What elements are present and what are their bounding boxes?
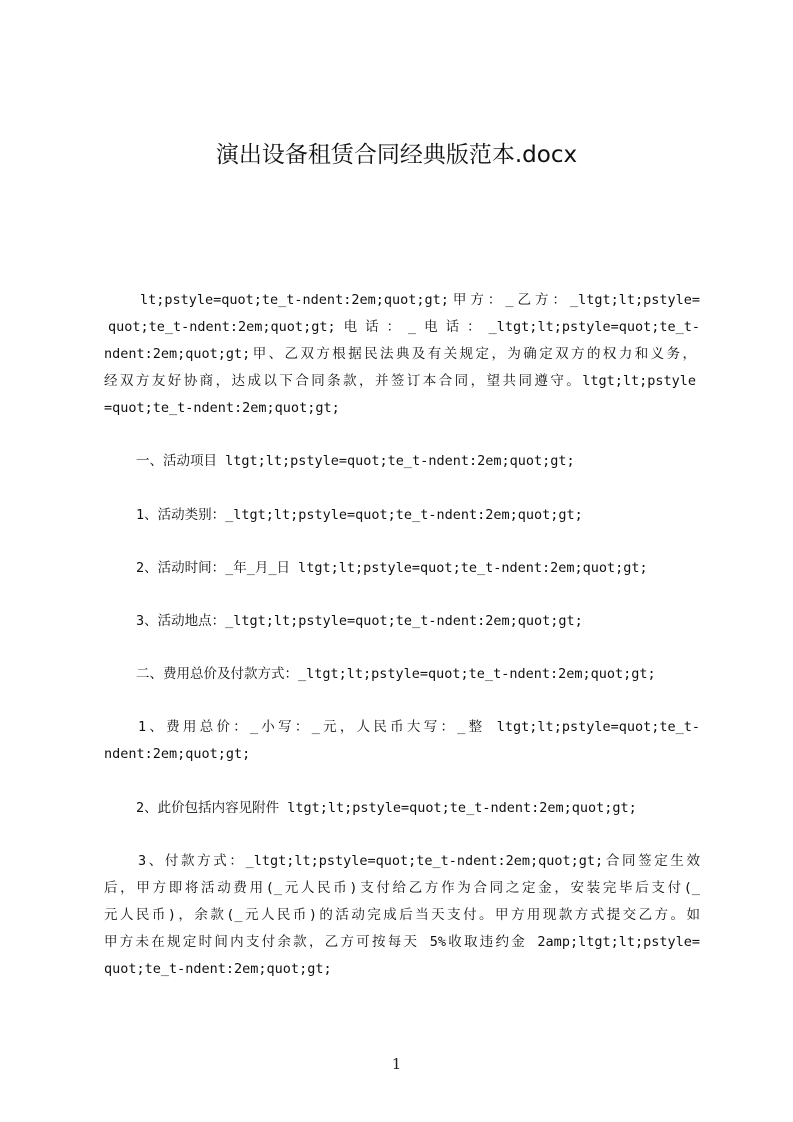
paragraph-line: lt;pstyle=quot;te_t-ndent:2em;quot;gt;甲方：_乙方：_ltgt;lt;pstyle= xyxy=(140,292,700,308)
page-number: 1 xyxy=(391,1055,402,1073)
section-heading: 一、活动项目 ltgt;lt;pstyle=quot;te_t-ndent:2em;quot;gt; xyxy=(136,453,575,469)
paragraph-line: quot;te_t-ndent:2em;quot;gt; xyxy=(104,961,332,977)
paragraph-line: ndent:2em;quot;gt;甲、乙双方根据民法典及有关规定，为确定双方的权力和义务， xyxy=(104,346,696,362)
paragraph-line: 1、活动类别：_ltgt;lt;pstyle=quot;te_t-ndent:2em;quot;gt; xyxy=(136,507,583,523)
paragraph-line: 2、此价包括内容见附件 ltgt;lt;pstyle=quot;te_t-ndent:2em;quot;gt; xyxy=(136,800,637,816)
paragraph-line: 1、费用总价：_小写：_元，人民币大写：_整 ltgt;lt;pstyle=quot;te_t- xyxy=(138,719,700,735)
paragraph-line: 元人民币)，余款(_元人民币)的活动完成后当天支付。甲方用现款方式提交乙方。如 xyxy=(104,907,700,923)
paragraph-line: 后，甲方即将活动费用(_元人民币)支付给乙方作为合同之定金，安装完毕后支付(_ xyxy=(104,880,700,896)
paragraph-line: 2、活动时间：_年_月_日 ltgt;lt;pstyle=quot;te_t-ndent:2em;quot;gt; xyxy=(136,560,648,576)
paragraph-line: ndent:2em;quot;gt; xyxy=(104,746,251,762)
document-title: 演出设备租赁合同经典版范本.docx xyxy=(215,142,578,168)
section-heading: 二、费用总价及付款方式：_ltgt;lt;pstyle=quot;te_t-ndent:2em;quot;gt; xyxy=(136,666,656,682)
paragraph-line: =quot;te_t-ndent:2em;quot;gt; xyxy=(104,400,340,416)
paragraph-line: 3、活动地点：_ltgt;lt;pstyle=quot;te_t-ndent:2em;quot;gt; xyxy=(136,613,583,629)
paragraph-line: 经双方友好协商，达成以下合同条款，并签订本合同，望共同遵守。ltgt;lt;pstyle xyxy=(104,373,696,389)
paragraph-line: 3、付款方式：_ltgt;lt;pstyle=quot;te_t-ndent:2em;quot;gt;合同签定生效 xyxy=(138,853,700,869)
paragraph-line: quot;te_t-ndent:2em;quot;gt;电话：_电话：_ltgt;lt;pstyle=quot;te_t- xyxy=(108,319,700,335)
paragraph-line: 甲方未在规定时间内支付余款，乙方可按每天 5%收取违约金 2amp;ltgt;lt;pstyle= xyxy=(104,934,700,950)
